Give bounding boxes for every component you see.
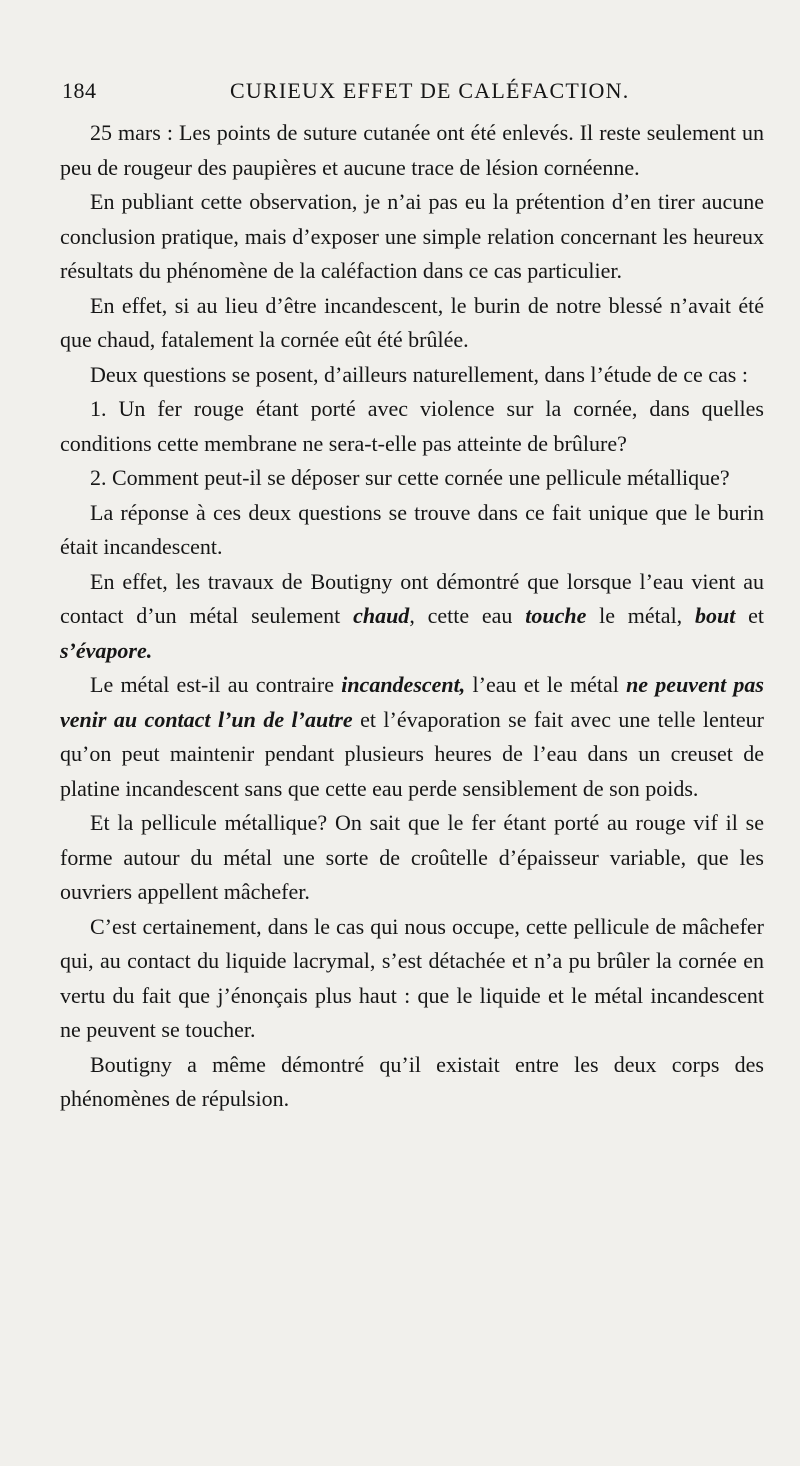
paragraph (60, 461, 764, 496)
italic-text: ne peuvent pas venir au contact l’un de l’autre (60, 672, 764, 732)
text-segment: Et la pellicule métallique? On sait que le fer étant porté au rouge vif il se forme autour du métal une sorte de croûtelle d’épaisseur variable, que les ouvriers appellent mâchefer. (60, 810, 764, 904)
paragraph (60, 1048, 764, 1117)
paragraph (60, 185, 764, 289)
paragraph (60, 116, 764, 185)
italic-text: incandescent, (341, 672, 466, 697)
text-segment: l’eau et le métal (465, 672, 627, 697)
italic-text: s’évapore. (60, 637, 153, 663)
text-segment: Deux questions se posent, d’ailleurs naturellement, dans l’étude de ce cas : (90, 361, 748, 387)
body-text (60, 116, 764, 1117)
text-segment: La réponse à ces deux questions se trouve dans ce fait unique que le burin était incandescent. (60, 499, 764, 559)
text-segment: En effet, les travaux de Boutigny ont démontré que lorsque l’eau vient au contact d’un métal seulement (60, 568, 764, 628)
paragraph (60, 565, 764, 669)
text-segment: Le métal est-il au contraire (90, 672, 342, 697)
text-segment: Boutigny a même démontré qu’il existait entre les deux corps des phénomènes de répulsion. (60, 1051, 764, 1111)
italic-text: bout (694, 603, 736, 628)
italic-text: touche (525, 603, 587, 628)
paragraph (60, 358, 764, 393)
text-segment: et (735, 603, 764, 628)
paragraph (60, 806, 764, 910)
paragraph (60, 910, 764, 1048)
paragraph (60, 496, 764, 565)
paragraph (60, 668, 764, 806)
text-segment: 2. Comment peut-il se déposer sur cette cornée une pellicule métallique? (90, 465, 730, 490)
italic-text: chaud (353, 603, 410, 628)
paragraph (60, 392, 764, 461)
text-segment: , cette eau (409, 603, 526, 628)
text-segment: et l’évaporation se fait avec une telle lenteur qu’on peut maintenir pendant plusieurs heures de l’eau dans un creuset de platine incandescent sans que cette eau perde sensiblement de son poids. (60, 706, 764, 801)
text-segment: 25 mars : Les points de suture cutanée ont été enlevés. Il reste seulement un peu de rougeur des paupières et aucune trace de lésion cornéenne. (60, 120, 764, 180)
page-number: 184 (62, 78, 97, 103)
text-segment: 1. Un fer rouge étant porté avec violence sur la cornée, dans quelles conditions cette membrane ne sera-t-elle pas atteinte de brûlure? (60, 396, 764, 456)
text-segment: En effet, si au lieu d’être incandescent, le burin de notre blessé n’avait été que chaud, fatalement la cornée eût été brûlée. (60, 292, 764, 352)
text-segment: C’est certainement, dans le cas qui nous occupe, cette pellicule de mâchefer qui, au contact du liquide lacrymal, s’est détachée et n’a pu brûler la cornée en vertu du fait que j’énonçais plus haut : que le liquide et le métal incandescent ne peuvent se toucher. (60, 913, 764, 1042)
text-segment: En publiant cette observation, je n’ai pas eu la prétention d’en tirer aucune conclusion pratique, mais d’exposer une simple relation concernant les heureux résultats du phénomène de la caléfaction dans ce cas particulier. (60, 189, 764, 283)
running-title: CURIEUX EFFET DE CALÉFACTION. (230, 78, 630, 103)
page-header (60, 74, 764, 114)
text-segment: le métal, (586, 603, 695, 628)
paragraph (60, 289, 764, 358)
